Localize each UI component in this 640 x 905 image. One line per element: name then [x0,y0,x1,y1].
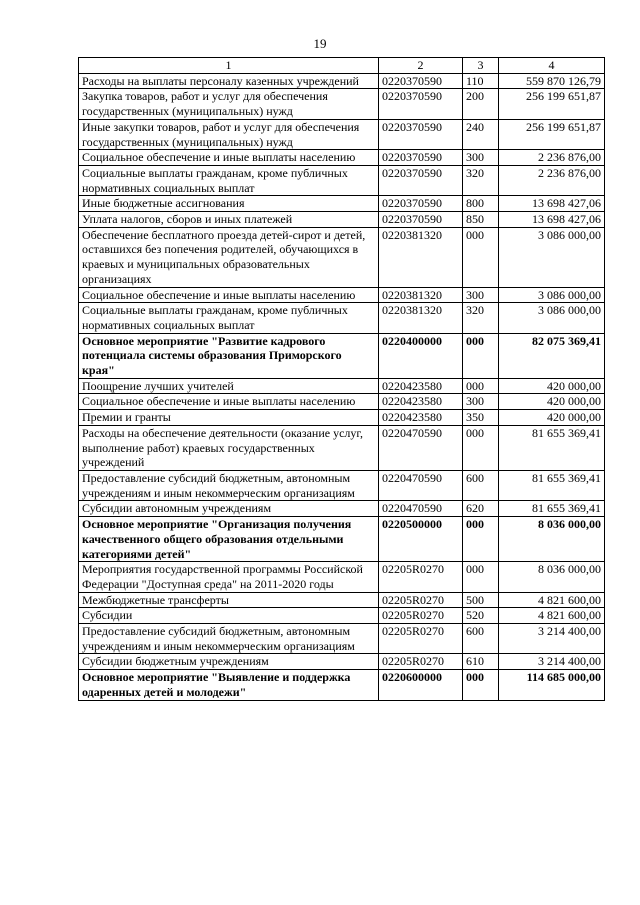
row-type-cell: 200 [463,89,499,119]
table-row [79,624,605,654]
table-row [79,394,605,410]
row-type-cell: 300 [463,394,499,410]
row-name-cell: Основное мероприятие "Выявление и поддержка одаренных детей и молодежи" [79,670,379,700]
row-code-cell: 02205R0270 [379,608,463,624]
row-type-cell: 240 [463,119,499,149]
table-row [79,592,605,608]
row-amount-cell: 4 821 600,00 [499,592,605,608]
row-name-cell: Социальное обеспечение и иные выплаты населению [79,394,379,410]
row-type-cell: 300 [463,287,499,303]
row-code-cell: 0220423580 [379,394,463,410]
table-row [79,196,605,212]
row-amount-cell: 256 199 651,87 [499,89,605,119]
table-row [79,425,605,470]
row-name-cell: Иные закупки товаров, работ и услуг для обеспечения государственных (муниципальных) нужд [79,119,379,149]
row-type-cell: 600 [463,624,499,654]
table-row [79,119,605,149]
row-name-cell: Субсидии [79,608,379,624]
page-number: 19 [313,36,327,51]
header-col-4: 4 [499,58,605,74]
row-name-cell: Уплата налогов, сборов и иных платежей [79,212,379,228]
row-name-cell: Расходы на выплаты персоналу казенных учреждений [79,73,379,89]
header-col-2: 2 [379,58,463,74]
row-name-cell: Субсидии автономным учреждениям [79,501,379,517]
table-row [79,608,605,624]
row-name-cell: Премии и гранты [79,410,379,426]
row-code-cell: 0220470590 [379,470,463,500]
row-type-cell: 350 [463,410,499,426]
row-name-cell: Поощрение лучших учителей [79,378,379,394]
row-amount-cell: 81 655 369,41 [499,501,605,517]
table-row [79,89,605,119]
table-row [79,212,605,228]
table-row [79,470,605,500]
row-code-cell: 0220370590 [379,119,463,149]
row-code-cell: 0220423580 [379,378,463,394]
row-amount-cell: 420 000,00 [499,410,605,426]
row-type-cell: 000 [463,562,499,592]
table-row [79,654,605,670]
row-code-cell: 0220381320 [379,303,463,333]
table-row [79,378,605,394]
row-name-cell: Социальные выплаты гражданам, кроме публичных нормативных социальных выплат [79,165,379,195]
row-type-cell: 520 [463,608,499,624]
row-amount-cell: 8 036 000,00 [499,562,605,592]
row-amount-cell: 4 821 600,00 [499,608,605,624]
header-row [79,58,605,74]
row-amount-cell: 3 086 000,00 [499,303,605,333]
row-amount-cell: 420 000,00 [499,378,605,394]
row-name-cell: Основное мероприятие "Организация получения качественного общего образования отдельными категориями детей" [79,517,379,562]
table-row [79,517,605,562]
table-row [79,333,605,378]
row-code-cell: 0220423580 [379,410,463,426]
row-code-cell: 0220370590 [379,165,463,195]
row-amount-cell: 3 086 000,00 [499,287,605,303]
row-type-cell: 800 [463,196,499,212]
row-type-cell: 320 [463,165,499,195]
row-type-cell: 000 [463,333,499,378]
row-type-cell: 110 [463,73,499,89]
row-name-cell: Социальное обеспечение и иные выплаты населению [79,150,379,166]
row-type-cell: 000 [463,670,499,700]
row-code-cell: 0220370590 [379,89,463,119]
header-col-3: 3 [463,58,499,74]
row-amount-cell: 82 075 369,41 [499,333,605,378]
row-name-cell: Предоставление субсидий бюджетным, автономным учреждениям и иным некоммерческим организациям [79,470,379,500]
row-type-cell: 000 [463,425,499,470]
row-type-cell: 610 [463,654,499,670]
row-code-cell: 02205R0270 [379,654,463,670]
row-amount-cell: 114 685 000,00 [499,670,605,700]
table-row [79,287,605,303]
row-amount-cell: 420 000,00 [499,394,605,410]
row-name-cell: Расходы на обеспечение деятельности (оказание услуг, выполнение работ) краевых государственных учреждений [79,425,379,470]
row-type-cell: 600 [463,470,499,500]
row-amount-cell: 2 236 876,00 [499,165,605,195]
row-amount-cell: 2 236 876,00 [499,150,605,166]
row-code-cell: 0220600000 [379,670,463,700]
row-name-cell: Обеспечение бесплатного проезда детей-сирот и детей, оставшихся без попечения родителей, обучающихся в краевых и муниципальных образовательных организациях [79,227,379,287]
row-type-cell: 000 [463,517,499,562]
row-type-cell: 000 [463,378,499,394]
table-row [79,501,605,517]
row-code-cell: 0220370590 [379,150,463,166]
row-code-cell: 0220500000 [379,517,463,562]
row-amount-cell: 256 199 651,87 [499,119,605,149]
row-code-cell: 0220370590 [379,212,463,228]
row-code-cell: 0220400000 [379,333,463,378]
row-amount-cell: 81 655 369,41 [499,470,605,500]
table-row [79,670,605,700]
row-name-cell: Межбюджетные трансферты [79,592,379,608]
row-code-cell: 02205R0270 [379,624,463,654]
row-code-cell: 0220370590 [379,196,463,212]
row-code-cell: 02205R0270 [379,562,463,592]
table-row [79,227,605,287]
row-amount-cell: 81 655 369,41 [499,425,605,470]
table-row [79,562,605,592]
row-name-cell: Социальные выплаты гражданам, кроме публичных нормативных социальных выплат [79,303,379,333]
table-row [79,303,605,333]
row-name-cell: Предоставление субсидий бюджетным, автономным учреждениям и иным некоммерческим организациям [79,624,379,654]
row-amount-cell: 559 870 126,79 [499,73,605,89]
row-amount-cell: 8 036 000,00 [499,517,605,562]
row-amount-cell: 13 698 427,06 [499,196,605,212]
row-type-cell: 620 [463,501,499,517]
row-code-cell: 0220381320 [379,287,463,303]
row-code-cell: 0220381320 [379,227,463,287]
row-name-cell: Закупка товаров, работ и услуг для обеспечения государственных (муниципальных) нужд [79,89,379,119]
row-type-cell: 850 [463,212,499,228]
table-row [79,150,605,166]
row-type-cell: 000 [463,227,499,287]
table-row [79,73,605,89]
row-name-cell: Основное мероприятие "Развитие кадрового потенциала системы образования Приморского края" [79,333,379,378]
row-code-cell: 0220370590 [379,73,463,89]
row-amount-cell: 3 086 000,00 [499,227,605,287]
row-amount-cell: 3 214 400,00 [499,654,605,670]
row-amount-cell: 3 214 400,00 [499,624,605,654]
row-type-cell: 320 [463,303,499,333]
table-row [79,165,605,195]
row-name-cell: Субсидии бюджетным учреждениям [79,654,379,670]
table-row [79,410,605,426]
row-name-cell: Иные бюджетные ассигнования [79,196,379,212]
row-type-cell: 300 [463,150,499,166]
row-code-cell: 02205R0270 [379,592,463,608]
row-code-cell: 0220470590 [379,425,463,470]
row-name-cell: Социальное обеспечение и иные выплаты населению [79,287,379,303]
header-col-1: 1 [79,58,379,74]
row-name-cell: Мероприятия государственной программы Российской Федерации "Доступная среда" на 2011-2020 годы [79,562,379,592]
row-code-cell: 0220470590 [379,501,463,517]
row-amount-cell: 13 698 427,06 [499,212,605,228]
row-type-cell: 500 [463,592,499,608]
budget-table [78,57,605,701]
